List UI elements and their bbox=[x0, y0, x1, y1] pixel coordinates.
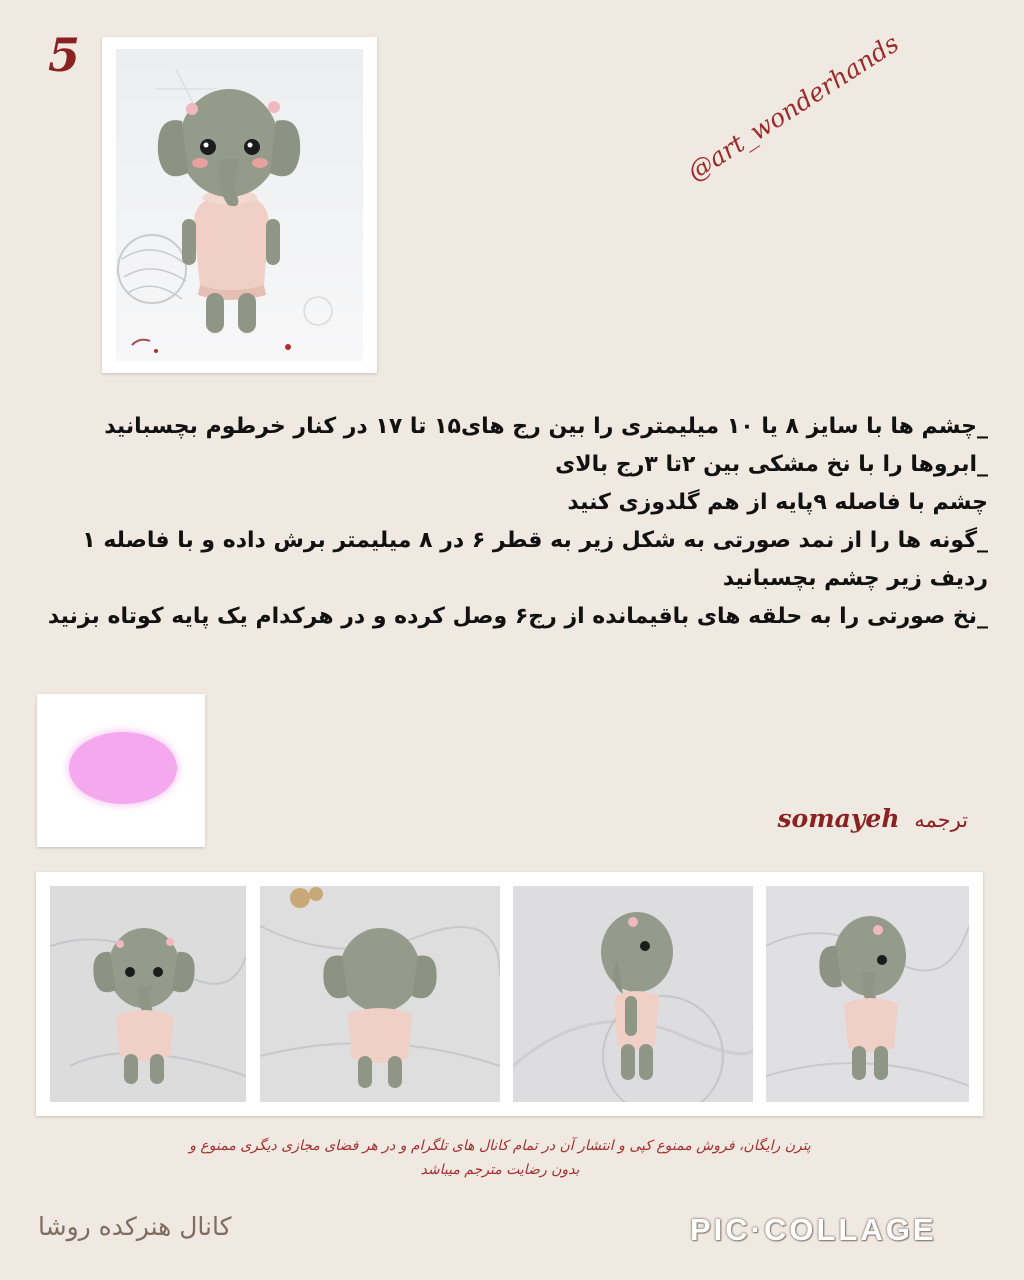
cheek-shape-card bbox=[37, 694, 205, 847]
strip-photo-back bbox=[260, 886, 500, 1102]
strip-photo-side bbox=[513, 886, 753, 1102]
page-number: 5 bbox=[48, 28, 81, 82]
main-photo-frame bbox=[102, 37, 377, 373]
pink-oval-shape bbox=[69, 732, 177, 804]
piccollage-logo: PIC·COLLAGE bbox=[690, 1212, 937, 1247]
instagram-watermark: @art_wonderhands bbox=[682, 28, 904, 187]
instruction-line-4: _گونه ها را از نمد صورتی به شکل زیر به قطر ۶ در ۸ میلیمتر برش داده و با فاصله ۱ ردیف زیر چشم بچسبانید bbox=[82, 528, 988, 591]
instruction-line-3: چشم با فاصله ۹پایه از هم گلدوزی کنید bbox=[567, 490, 988, 515]
strip-photo-three-quarter bbox=[766, 886, 969, 1102]
disclaimer-line-2: بدون رضایت مترجم میباشد bbox=[420, 1162, 580, 1178]
translator-credit bbox=[777, 804, 968, 833]
instruction-line-1: _چشم ها با سایز ۸ یا ۱۰ میلیمتری را بین رج های۱۵ تا ۱۷ در کنار خرطوم بچسبانید bbox=[104, 414, 988, 439]
translator-label: ترجمه bbox=[914, 808, 968, 832]
strip-photo-front bbox=[50, 886, 246, 1102]
instruction-line-5: _نخ صورتی را به حلقه های باقیمانده از رج۶ وصل کرده و در هرکدام یک پایه کوتاه بزنید bbox=[47, 604, 988, 629]
instructions-text bbox=[40, 408, 988, 636]
channel-name: کانال هنرکده روشا bbox=[38, 1212, 232, 1241]
elephant-toy-photo bbox=[116, 49, 363, 361]
photo-strip bbox=[36, 872, 983, 1116]
copyright-disclaimer bbox=[60, 1134, 940, 1182]
disclaimer-line-1: پترن رایگان، فروش ممنوع کپی و انتشار آن در تمام کانال های تلگرام و در هر فضای مجازی دیگری ممنوع و bbox=[189, 1138, 811, 1154]
translator-name: somayeh bbox=[777, 804, 900, 833]
instruction-line-2: _ابروها را با نخ مشکی بین ۲تا ۳رج بالای bbox=[555, 452, 988, 477]
